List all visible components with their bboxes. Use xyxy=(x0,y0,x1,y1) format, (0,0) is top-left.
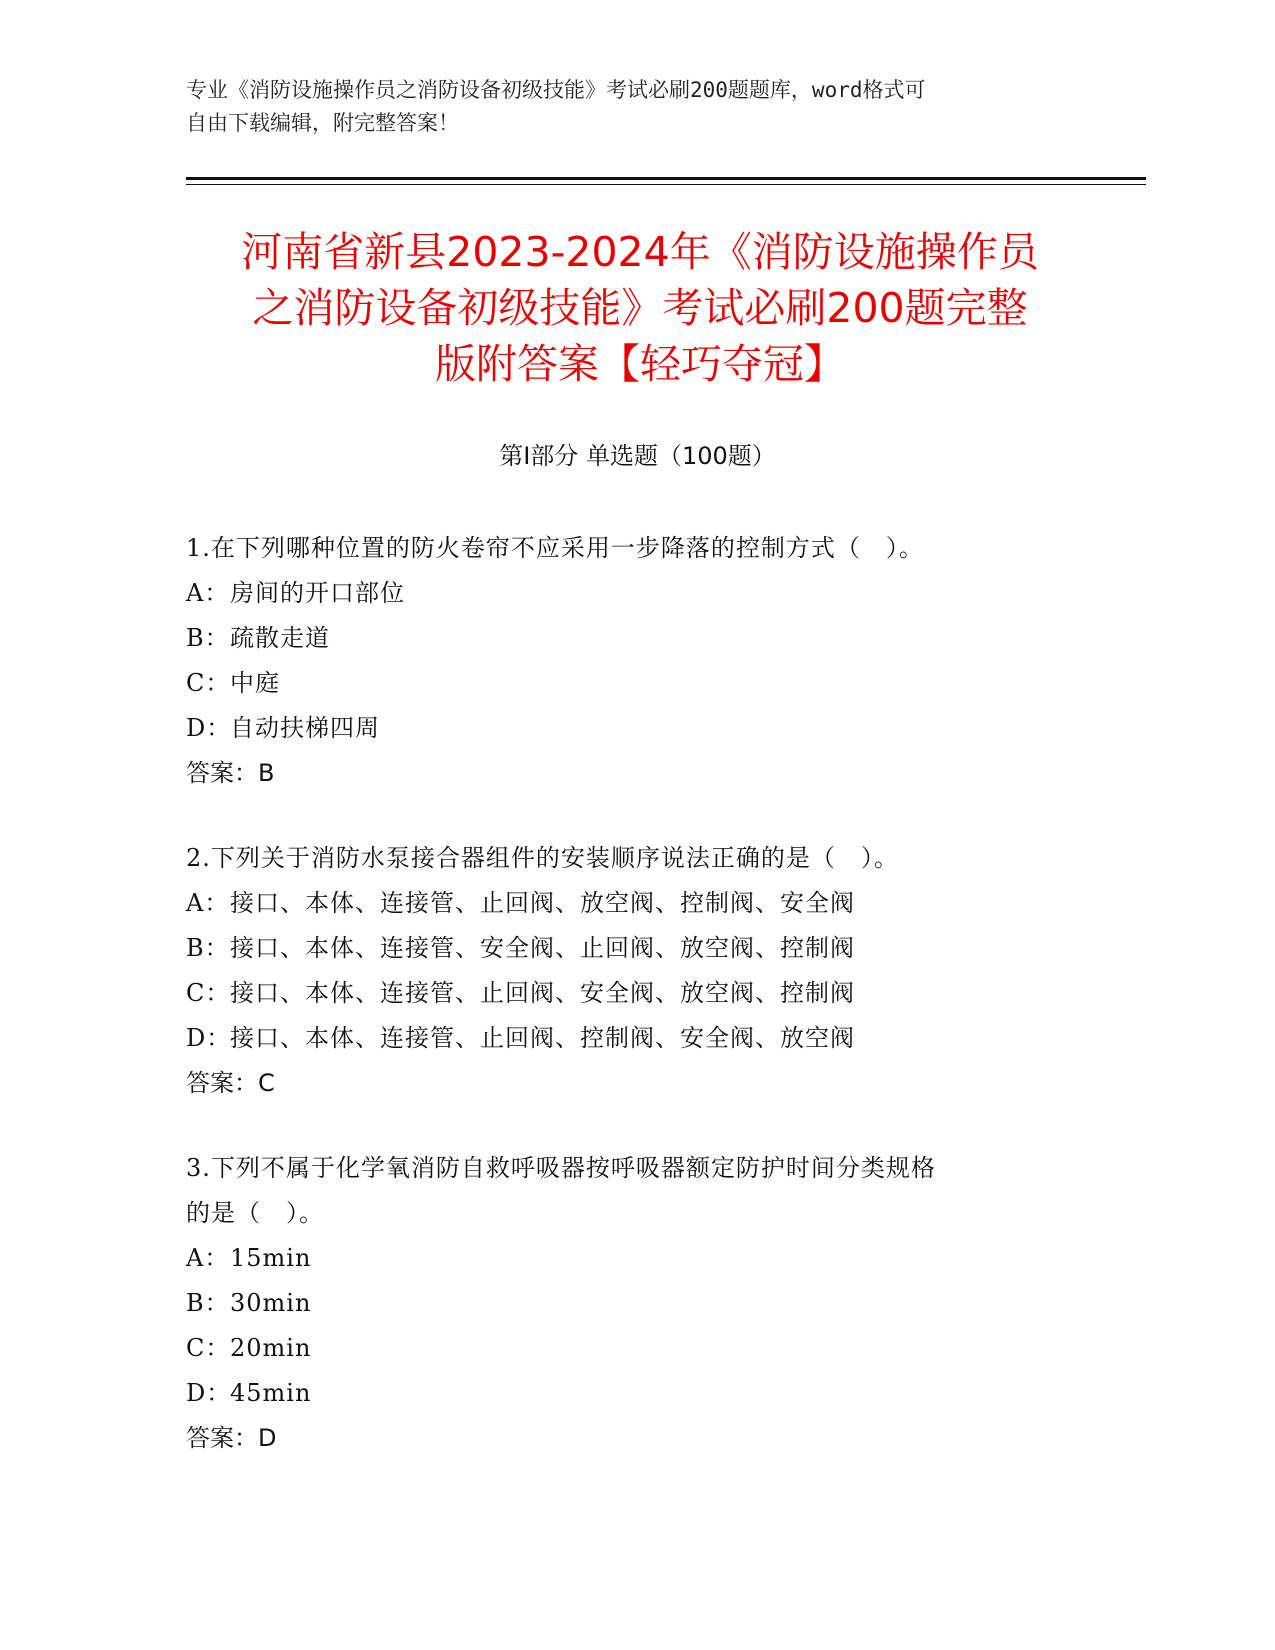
title-line: 版附答案【轻巧夺冠】 xyxy=(435,340,845,388)
document-title xyxy=(170,224,1110,392)
question-item xyxy=(186,836,1086,1106)
answer-line: 答案：C xyxy=(186,1069,275,1097)
answer-line: 答案：B xyxy=(186,759,275,787)
option-text: 中庭 xyxy=(230,669,280,697)
question-stem: 2.下列关于消防水泵接合器组件的安装顺序说法正确的是（ ）。 xyxy=(186,844,899,872)
option-row xyxy=(186,1326,1086,1371)
option-row xyxy=(186,1281,1086,1326)
option-key: B： xyxy=(186,1289,230,1317)
option-text: 接口、本体、连接管、安全阀、止回阀、放空阀、控制阀 xyxy=(230,934,855,962)
header-note-line: 专业《消防设施操作员之消防设备初级技能》考试必刷200题题库，word格式可 xyxy=(186,78,926,102)
question-stem: 的是（ ）。 xyxy=(186,1199,324,1227)
option-key: D： xyxy=(186,714,232,742)
header-divider-thin xyxy=(186,184,1146,185)
option-text: 20min xyxy=(230,1334,312,1362)
option-row xyxy=(186,616,1086,661)
option-key: C： xyxy=(186,979,231,1007)
option-key: C： xyxy=(186,1334,231,1362)
answer-line: 答案：D xyxy=(186,1424,277,1452)
title-line: 之消防设备初级技能》考试必刷200题完整 xyxy=(252,284,1028,332)
option-key: D： xyxy=(186,1024,232,1052)
option-text: 接口、本体、连接管、止回阀、放空阀、控制阀、安全阀 xyxy=(230,889,855,917)
option-key: A： xyxy=(186,579,230,607)
header-note-line: 自由下载编辑，附完整答案！ xyxy=(186,111,459,135)
option-text: 30min xyxy=(230,1289,312,1317)
option-row xyxy=(186,971,1086,1016)
question-stem: 3.下列不属于化学氧消防自救呼吸器按呼吸器额定防护时间分类规格 xyxy=(186,1154,936,1182)
option-key: B： xyxy=(186,624,230,652)
question-item xyxy=(186,1146,1086,1461)
option-text: 接口、本体、连接管、止回阀、安全阀、放空阀、控制阀 xyxy=(230,979,855,1007)
header-note xyxy=(186,74,1066,140)
option-text: 15min xyxy=(230,1244,312,1272)
option-row xyxy=(186,1371,1086,1416)
option-text: 自动扶梯四周 xyxy=(230,714,380,742)
option-key: A： xyxy=(186,1244,230,1272)
question-list xyxy=(186,526,1086,1501)
option-key: B： xyxy=(186,934,230,962)
option-row xyxy=(186,571,1086,616)
option-row xyxy=(186,881,1086,926)
option-key: C： xyxy=(186,669,231,697)
section-heading: 第Ⅰ部分 单选题（100题） xyxy=(499,442,776,470)
title-line: 河南省新县2023-2024年《消防设施操作员 xyxy=(241,228,1039,276)
option-text: 房间的开口部位 xyxy=(230,579,405,607)
option-row xyxy=(186,706,1086,751)
option-text: 疏散走道 xyxy=(230,624,330,652)
option-key: A： xyxy=(186,889,230,917)
option-key: D： xyxy=(186,1379,232,1407)
option-row xyxy=(186,926,1086,971)
header-divider-thick xyxy=(186,177,1146,180)
option-row xyxy=(186,1016,1086,1061)
option-row xyxy=(186,1236,1086,1281)
question-stem: 1.在下列哪种位置的防火卷帘不应采用一步降落的控制方式（ ）。 xyxy=(186,534,924,562)
option-text: 接口、本体、连接管、止回阀、控制阀、安全阀、放空阀 xyxy=(230,1024,855,1052)
option-text: 45min xyxy=(230,1379,312,1407)
question-item xyxy=(186,526,1086,796)
option-row xyxy=(186,661,1086,706)
